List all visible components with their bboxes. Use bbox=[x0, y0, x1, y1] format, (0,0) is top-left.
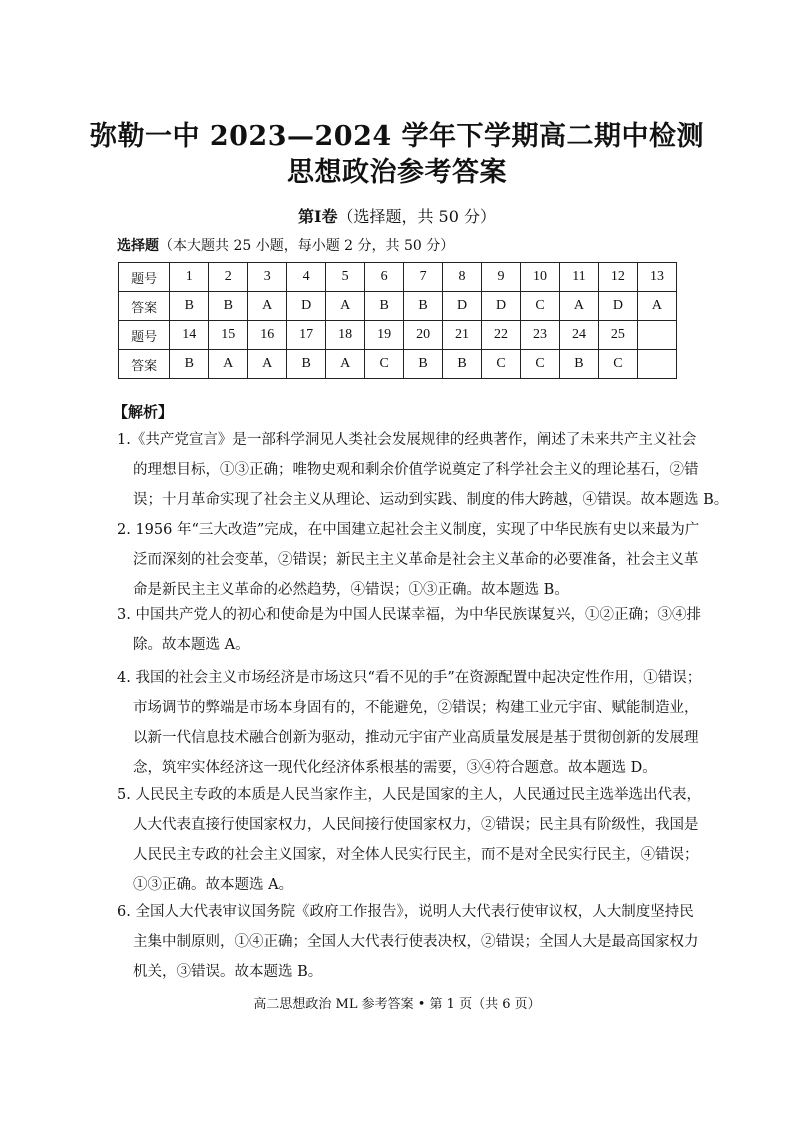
analysis-heading: 【解析】 bbox=[113, 403, 174, 421]
row-label-no: 题号 bbox=[119, 321, 170, 350]
question-number: 3 bbox=[248, 263, 287, 292]
row-label-no: 题号 bbox=[119, 263, 170, 292]
analysis-line: 机关，③错误。故本题选 B。 bbox=[133, 964, 323, 980]
question-number: 5 bbox=[326, 263, 365, 292]
answer-cell: D bbox=[287, 292, 326, 321]
analysis-line: 除。故本题选 A。 bbox=[133, 637, 250, 653]
answer-cell: B bbox=[287, 350, 326, 379]
document-title-line2: 思想政治参考答案 bbox=[287, 157, 507, 188]
answer-cell: B bbox=[404, 292, 443, 321]
answer-cell: C bbox=[521, 350, 560, 379]
analysis-line: 2. 1956 年“三大改造”完成，在中国建立起社会主义制度，实现了中华民族有史以来最为广 bbox=[117, 522, 700, 538]
analysis-item-4 bbox=[117, 663, 702, 783]
table-row-answers-2 bbox=[119, 350, 677, 379]
question-number: 21 bbox=[443, 321, 482, 350]
section-title bbox=[0, 204, 794, 227]
answer-cell: B bbox=[443, 350, 482, 379]
table-row-numbers-2 bbox=[119, 321, 677, 350]
answer-cell: A bbox=[248, 292, 287, 321]
question-number: 19 bbox=[365, 321, 404, 350]
analysis-line: 6. 全国人大代表审议国务院《政府工作报告》，说明人大代表行使审议权，人大制度坚持民 bbox=[117, 904, 694, 920]
question-number: 13 bbox=[637, 263, 676, 292]
analysis-item-5 bbox=[117, 780, 701, 900]
empty-cell bbox=[637, 350, 676, 379]
question-number: 6 bbox=[365, 263, 404, 292]
answer-cell: D bbox=[482, 292, 521, 321]
answer-cell: D bbox=[443, 292, 482, 321]
analysis-line: 泛而深刻的社会变革，②错误；新民主主义革命是社会主义革命的必要准备，社会主义革 bbox=[133, 552, 699, 568]
analysis-item-3 bbox=[117, 600, 701, 660]
question-number: 2 bbox=[209, 263, 248, 292]
table-row-answers-1 bbox=[119, 292, 677, 321]
answer-cell: A bbox=[209, 350, 248, 379]
answer-cell: C bbox=[482, 350, 521, 379]
answer-cell: B bbox=[170, 292, 209, 321]
analysis-line: 5. 人民民主专政的本质是人民当家作主，人民是国家的主人，人民通过民主选举选出代表， bbox=[117, 787, 701, 803]
answer-cell: B bbox=[559, 350, 598, 379]
question-number: 15 bbox=[209, 321, 248, 350]
row-label-ans: 答案 bbox=[119, 350, 170, 379]
answer-cell: A bbox=[248, 350, 287, 379]
analysis-line: 人大代表直接行使国家权力，人民间接行使国家权力，②错误；民主具有阶级性，我国是 bbox=[133, 817, 699, 833]
question-number: 16 bbox=[248, 321, 287, 350]
answer-cell: A bbox=[326, 350, 365, 379]
analysis-line: 念，筑牢实体经济这一现代化经济体系根基的需要，③④符合题意。故本题选 D。 bbox=[133, 760, 657, 776]
question-number: 4 bbox=[287, 263, 326, 292]
answer-cell: B bbox=[404, 350, 443, 379]
analysis-item-2 bbox=[117, 515, 700, 605]
question-number: 1 bbox=[170, 263, 209, 292]
question-number: 22 bbox=[482, 321, 521, 350]
choice-intro-bold: 选择题 bbox=[117, 238, 159, 254]
table-row-numbers-1 bbox=[119, 263, 677, 292]
answer-cell: B bbox=[209, 292, 248, 321]
analysis-line: 人民民主专政的社会主义国家，对全体人民实行民主，而不是对全民实行民主，④错误； bbox=[133, 847, 699, 863]
answer-cell: D bbox=[598, 292, 637, 321]
question-number: 18 bbox=[326, 321, 365, 350]
answer-cell: C bbox=[521, 292, 560, 321]
answer-table bbox=[118, 262, 677, 379]
question-number: 12 bbox=[598, 263, 637, 292]
question-number: 8 bbox=[443, 263, 482, 292]
question-number: 11 bbox=[559, 263, 598, 292]
question-number: 24 bbox=[559, 321, 598, 350]
analysis-line: 误；十月革命实现了社会主义从理论、运动到实践、制度的伟大跨越，④错误。故本题选 B。 bbox=[133, 492, 729, 508]
question-number: 23 bbox=[521, 321, 560, 350]
analysis-line: 以新一代信息技术融合创新为驱动，推动元宇宙产业高质量发展是基于贯彻创新的发展理 bbox=[133, 730, 699, 746]
section-title-bold: 第Ⅰ卷 bbox=[297, 207, 338, 226]
analysis-item-1 bbox=[117, 425, 729, 515]
question-number: 25 bbox=[598, 321, 637, 350]
document-title-line1: 弥勒一中 2023—2024 学年下学期高二期中检测 bbox=[89, 121, 705, 152]
question-number: 7 bbox=[404, 263, 443, 292]
question-number: 9 bbox=[482, 263, 521, 292]
question-number: 10 bbox=[521, 263, 560, 292]
analysis-line: 的理想目标，①③正确；唯物史观和剩余价值学说奠定了科学社会主义的理论基石，②错 bbox=[133, 462, 699, 478]
analysis-line: 主集中制原则，①④正确；全国人大代表行使表决权，②错误；全国人大是最高国家权力 bbox=[133, 934, 699, 950]
question-number: 17 bbox=[287, 321, 326, 350]
question-number: 14 bbox=[170, 321, 209, 350]
analysis-line: 4. 我国的社会主义市场经济是市场这只“看不见的手”在资源配置中起决定性作用，①错误； bbox=[117, 670, 702, 686]
analysis-line: 命是新民主主义革命的必然趋势，④错误；①③正确。故本题选 B。 bbox=[133, 582, 569, 598]
answer-cell: A bbox=[637, 292, 676, 321]
question-number: 20 bbox=[404, 321, 443, 350]
answer-cell: A bbox=[326, 292, 365, 321]
choice-intro bbox=[117, 235, 454, 255]
choice-intro-rest: （本大题共 25 小题，每小题 2 分，共 50 分） bbox=[159, 238, 455, 254]
analysis-line: 3. 中国共产党人的初心和使命是为中国人民谋幸福，为中华民族谋复兴，①②正确；③④排 bbox=[117, 607, 701, 623]
answer-cell: A bbox=[559, 292, 598, 321]
empty-cell bbox=[637, 321, 676, 350]
analysis-line: 1.《共产党宣言》是一部科学洞见人类社会发展规律的经典著作，阐述了未来共产主义社会 bbox=[117, 432, 697, 448]
section-title-rest: （选择题，共 50 分） bbox=[337, 207, 497, 226]
row-label-ans: 答案 bbox=[119, 292, 170, 321]
answer-cell: C bbox=[365, 350, 404, 379]
answer-cell: B bbox=[365, 292, 404, 321]
page-footer: 高二思想政治 ML 参考答案 • 第 1 页（共 6 页） bbox=[253, 997, 541, 1012]
analysis-line: 市场调节的弊端是市场本身固有的，不能避免，②错误；构建工业元宇宙、赋能制造业， bbox=[133, 700, 699, 716]
answer-cell: C bbox=[598, 350, 637, 379]
analysis-item-6 bbox=[117, 897, 699, 987]
analysis-line: ①③正确。故本题选 A。 bbox=[133, 877, 294, 893]
answer-cell: B bbox=[170, 350, 209, 379]
